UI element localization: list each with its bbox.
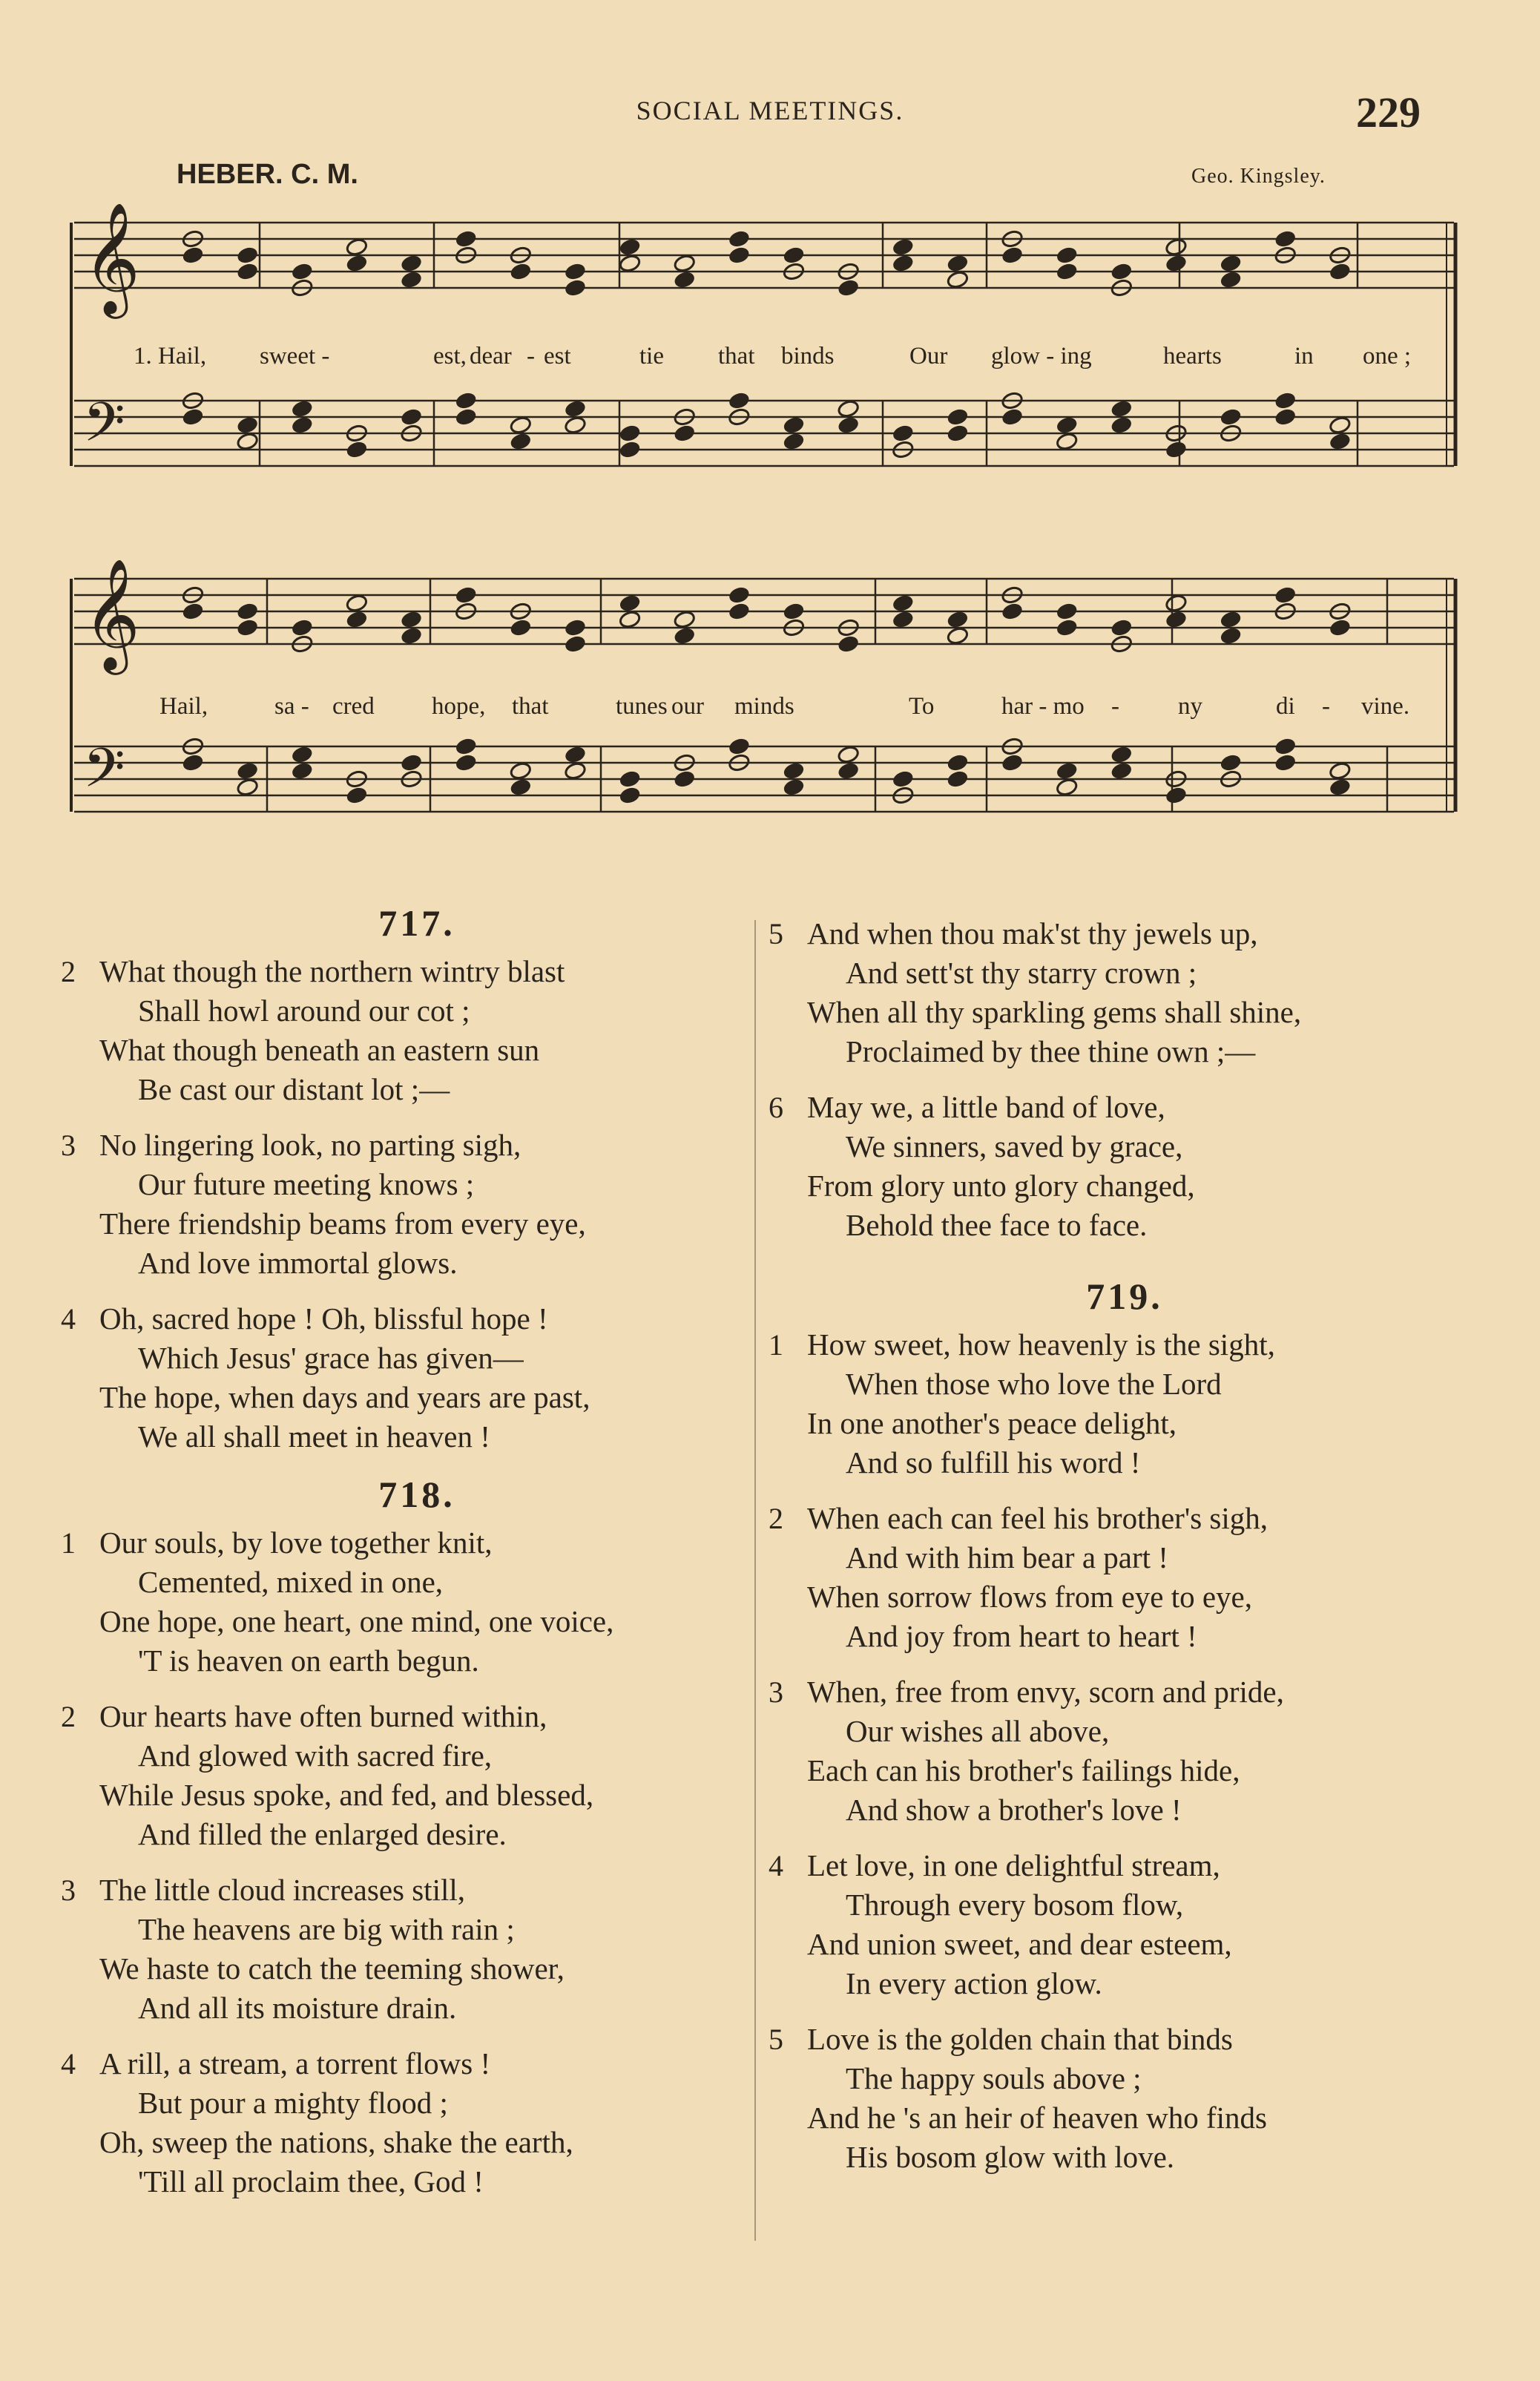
lyric-syllable: minds	[734, 693, 794, 720]
note-head	[947, 610, 970, 629]
note-head	[1220, 610, 1243, 629]
note-head	[1056, 618, 1079, 637]
note-head	[947, 424, 970, 443]
note-head	[837, 399, 860, 418]
verse-line: We all shall meet in heaven !	[138, 1419, 490, 1454]
note-head	[1274, 229, 1297, 249]
left-column	[61, 902, 773, 2218]
note-head	[400, 254, 423, 273]
note-head	[728, 229, 751, 249]
bass-clef: 𝄢	[83, 736, 125, 812]
note-head	[291, 262, 314, 281]
note-head	[783, 602, 806, 621]
note-head	[400, 753, 423, 772]
lyric-syllable: Our	[909, 343, 948, 370]
treble-clef: 𝄞	[83, 557, 140, 670]
note-head	[1056, 262, 1079, 281]
stanza	[769, 1325, 1481, 1482]
note-head	[1329, 432, 1352, 451]
note-head	[564, 278, 587, 298]
note-head	[892, 594, 915, 613]
verse-line: There friendship beams from every eye,	[99, 1206, 586, 1241]
stanza	[61, 952, 773, 1109]
stanza-number: 3	[769, 1675, 783, 1709]
note-head	[619, 769, 642, 789]
note-head	[455, 407, 478, 427]
note-head	[673, 254, 696, 273]
note-head	[182, 602, 205, 621]
verse-line: When all thy sparkling gems shall shine,	[807, 995, 1302, 1029]
stanza-number: 2	[769, 1502, 783, 1535]
stanza	[61, 1697, 773, 1854]
verse-line: We haste to catch the teeming shower,	[99, 1951, 565, 1986]
note-head	[1110, 761, 1133, 781]
note-head	[510, 416, 533, 435]
note-head	[947, 626, 970, 646]
note-head	[510, 432, 533, 451]
note-head	[1110, 416, 1133, 435]
verse-line: Oh, sweep the nations, shake the earth,	[99, 2125, 573, 2159]
verse-line: Each can his brother's failings hide,	[807, 1753, 1240, 1787]
note-head	[673, 424, 696, 443]
verse-line: And all its moisture drain.	[138, 1991, 457, 2025]
note-head	[1274, 753, 1297, 772]
note-head	[947, 254, 970, 273]
verse-line: When those who love the Lord	[846, 1367, 1222, 1401]
note-head	[619, 440, 642, 459]
note-head	[783, 432, 806, 451]
hymn-number: 719.	[1086, 1275, 1163, 1317]
verse-line: And sett'st thy starry crown ;	[846, 956, 1197, 990]
note-head	[236, 761, 259, 781]
note-head	[400, 270, 423, 289]
note-head	[673, 270, 696, 289]
note-head	[892, 254, 915, 273]
lyric-syllable: hope,	[432, 693, 486, 720]
note-head	[1329, 761, 1352, 781]
note-head	[236, 602, 259, 621]
note-head	[1056, 432, 1079, 451]
note-head	[1165, 594, 1188, 613]
lyric-syllable: 1. Hail,	[134, 343, 207, 370]
verse-line: When each can feel his brother's sigh,	[807, 1501, 1268, 1535]
hymn-719	[769, 1275, 1481, 2177]
note-head	[947, 769, 970, 789]
lyric-syllable: binds	[781, 343, 835, 370]
note-head	[455, 753, 478, 772]
lyric-syllable: di	[1276, 693, 1295, 720]
verse-line: And so fulfill his word !	[846, 1445, 1141, 1479]
note-head	[564, 745, 587, 764]
note-head	[564, 399, 587, 418]
note-head	[1220, 254, 1243, 273]
note-head	[455, 229, 478, 249]
verse-line: We sinners, saved by grace,	[846, 1129, 1183, 1163]
verse-line: Love is the golden chain that binds	[807, 2022, 1233, 2056]
stanza-number: 5	[769, 2023, 783, 2056]
stanza	[61, 1299, 773, 1456]
verse-line: How sweet, how heavenly is the sight,	[807, 1327, 1275, 1362]
verse-line: Our future meeting knows ;	[138, 1167, 475, 1201]
note-head	[619, 237, 642, 257]
note-head	[1274, 391, 1297, 410]
verse-line: Cemented, mixed in one,	[138, 1565, 444, 1599]
stanza-number: 6	[769, 1091, 783, 1124]
stanza-number: 5	[769, 917, 783, 950]
note-head	[291, 745, 314, 764]
note-head	[346, 786, 369, 805]
note-head	[236, 262, 259, 281]
verse-line: May we, a little band of love,	[807, 1090, 1165, 1124]
stanza	[769, 2020, 1481, 2177]
lyric-syllable: -	[1111, 693, 1119, 720]
stanza-number: 3	[61, 1129, 76, 1162]
verse-line: Proclaimed by thee thine own ;—	[846, 1034, 1256, 1068]
right-column	[769, 914, 1481, 2193]
verse-line: The heavens are big with rain ;	[138, 1912, 515, 1946]
note-head	[728, 246, 751, 265]
verse-line: From glory unto glory changed,	[807, 1169, 1195, 1203]
hymn-718	[61, 1473, 773, 2201]
lyric-syllable: har - mo	[1001, 693, 1085, 720]
lyric-syllable: To	[909, 693, 935, 720]
note-head	[182, 407, 205, 427]
note-head	[455, 585, 478, 605]
verse-line: And filled the enlarged desire.	[138, 1817, 507, 1851]
note-head	[236, 432, 259, 451]
note-head	[1110, 745, 1133, 764]
note-head	[1329, 262, 1352, 281]
note-head	[1274, 407, 1297, 427]
verse-line: 'T is heaven on earth begun.	[138, 1643, 479, 1678]
note-head	[1056, 778, 1079, 797]
note-head	[1220, 626, 1243, 646]
note-head	[1056, 761, 1079, 781]
stanza	[61, 1523, 773, 1681]
verse-line: But pour a mighty flood ;	[138, 2086, 448, 2120]
note-head	[400, 610, 423, 629]
note-head	[291, 399, 314, 418]
note-head	[291, 416, 314, 435]
verse-line: Shall howl around our cot ;	[138, 994, 470, 1028]
note-head	[892, 769, 915, 789]
verse-line: 'Till all proclaim thee, God !	[138, 2164, 484, 2198]
verse-line: His bosom glow with love.	[846, 2140, 1175, 2174]
note-head	[673, 769, 696, 789]
note-head	[564, 634, 587, 654]
note-head	[236, 416, 259, 435]
stanza-number: 2	[61, 1700, 76, 1733]
stanza	[769, 1846, 1481, 2003]
music-score	[0, 0, 1540, 890]
lyric-syllable: tie	[639, 343, 664, 370]
note-head	[1165, 786, 1188, 805]
note-head	[1001, 246, 1024, 265]
note-head	[1329, 618, 1352, 637]
lyric-syllable: -	[527, 343, 535, 370]
note-head	[1056, 416, 1079, 435]
note-head	[892, 610, 915, 629]
tune-title: HEBER. C. M.	[177, 159, 358, 190]
bass-clef: 𝄢	[83, 390, 125, 467]
note-head	[346, 237, 369, 257]
note-head	[564, 262, 587, 281]
lyric-syllable: est	[544, 343, 571, 370]
note-head	[837, 745, 860, 764]
verse-line: Our hearts have often burned within,	[99, 1699, 547, 1733]
note-head	[236, 246, 259, 265]
lyric-syllable: dear	[470, 343, 512, 370]
note-head	[1165, 440, 1188, 459]
note-head	[1110, 262, 1133, 281]
lyric-syllable: tunes	[616, 693, 668, 720]
note-head	[291, 618, 314, 637]
lyric-syllable: in	[1294, 343, 1314, 370]
verse-line: What though beneath an eastern sun	[99, 1033, 540, 1067]
verse-line: The happy souls above ;	[846, 2061, 1142, 2095]
note-head	[1001, 407, 1024, 427]
lyric-syllable: est,	[433, 343, 467, 370]
stanza	[61, 2044, 773, 2201]
note-head	[291, 761, 314, 781]
verse-line: And glowed with sacred fire,	[138, 1738, 493, 1773]
verse-line: Which Jesus' grace has given—	[138, 1341, 524, 1375]
note-head	[1329, 416, 1352, 435]
note-head	[455, 391, 478, 410]
stanza	[61, 1871, 773, 2028]
note-head	[728, 391, 751, 410]
stanza-number: 2	[61, 955, 76, 988]
note-head	[728, 737, 751, 756]
verse-line: And show a brother's love !	[846, 1793, 1182, 1827]
note-head	[510, 761, 533, 781]
note-head	[182, 753, 205, 772]
stanza-number: 4	[769, 1849, 783, 1882]
note-head	[783, 761, 806, 781]
stanza-number: 3	[61, 1873, 76, 1907]
note-head	[783, 416, 806, 435]
note-head	[346, 440, 369, 459]
hymn-number: 718.	[378, 1474, 455, 1515]
hymn-717	[61, 902, 773, 1456]
verse-line: In one another's peace delight,	[807, 1406, 1177, 1440]
page-number: 229	[1356, 88, 1421, 137]
note-head	[1001, 753, 1024, 772]
note-head	[1220, 270, 1243, 289]
stanza-number: 4	[61, 1302, 76, 1336]
verse-line: While Jesus spoke, and fed, and blessed,	[99, 1778, 594, 1812]
note-head	[1110, 618, 1133, 637]
note-head	[236, 618, 259, 637]
hymn-number: 717.	[378, 902, 455, 944]
note-head	[947, 407, 970, 427]
note-head	[892, 424, 915, 443]
verse-line: In every action glow.	[846, 1966, 1102, 2000]
lyric-syllable: glow - ing	[991, 343, 1092, 370]
verse-line: And union sweet, and dear esteem,	[807, 1927, 1232, 1961]
note-head	[783, 246, 806, 265]
lyric-syllable: -	[1322, 693, 1330, 720]
verse-line: And love immortal glows.	[138, 1246, 458, 1280]
note-head	[619, 610, 642, 629]
verse-line: The little cloud increases still,	[99, 1873, 466, 1907]
note-head	[837, 416, 860, 435]
note-head	[510, 262, 533, 281]
lyric-syllable: that	[512, 693, 549, 720]
note-head	[510, 778, 533, 797]
verse-line: And with him bear a part !	[846, 1540, 1168, 1574]
note-head	[673, 626, 696, 646]
lyric-syllable: that	[718, 343, 755, 370]
verse-line: The hope, when days and years are past,	[99, 1380, 590, 1414]
lyric-syllable: Hail,	[159, 693, 208, 720]
note-head	[1220, 407, 1243, 427]
note-head	[1056, 246, 1079, 265]
note-head	[1056, 602, 1079, 621]
note-head	[400, 626, 423, 646]
lyric-syllable: hearts	[1163, 343, 1222, 370]
note-head	[564, 416, 587, 435]
lyric-syllable: ny	[1178, 693, 1202, 720]
note-head	[619, 786, 642, 805]
note-head	[673, 610, 696, 629]
note-head	[1165, 237, 1188, 257]
verse-line: A rill, a stream, a torrent flows !	[99, 2046, 491, 2080]
verse-line: And when thou mak'st thy jewels up,	[807, 916, 1258, 950]
note-head	[1165, 610, 1188, 629]
verse-line: Behold thee face to face.	[846, 1208, 1148, 1242]
verse-line: Our wishes all above,	[846, 1714, 1110, 1748]
note-head	[346, 594, 369, 613]
note-head	[346, 610, 369, 629]
stanza	[769, 914, 1481, 1071]
note-head	[182, 246, 205, 265]
verse-line: Let love, in one delightful stream,	[807, 1848, 1220, 1882]
verse-line: No lingering look, no parting sigh,	[99, 1128, 521, 1162]
note-head	[1274, 737, 1297, 756]
verse-line: One hope, one heart, one mind, one voice,	[99, 1604, 614, 1638]
hymn-718-continued	[769, 914, 1481, 1245]
lyric-syllable: sweet -	[260, 343, 330, 370]
lyric-syllable: our	[671, 693, 704, 720]
note-head	[728, 585, 751, 605]
note-head	[837, 634, 860, 654]
verse-line: And he 's an heir of heaven who finds	[807, 2101, 1267, 2135]
stanza-number: 1	[769, 1328, 783, 1362]
treble-clef: 𝄞	[83, 201, 140, 314]
note-head	[1274, 585, 1297, 605]
verse-line: Our souls, by love together knit,	[99, 1526, 493, 1560]
verse-line: What though the northern wintry blast	[99, 954, 565, 988]
note-head	[783, 778, 806, 797]
verse-line: When sorrow flows from eye to eye,	[807, 1580, 1253, 1614]
note-head	[837, 278, 860, 298]
verse-line: When, free from envy, scorn and pride,	[807, 1675, 1284, 1709]
lyric-syllable: one ;	[1363, 343, 1412, 370]
note-head	[728, 602, 751, 621]
lyric-syllable: sa -	[274, 693, 309, 720]
stanza	[61, 1126, 773, 1283]
stanza	[769, 1088, 1481, 1245]
running-title: SOCIAL MEETINGS.	[636, 96, 904, 125]
note-head	[455, 737, 478, 756]
note-head	[1001, 602, 1024, 621]
note-head	[564, 761, 587, 781]
note-head	[1329, 778, 1352, 797]
note-head	[1110, 399, 1133, 418]
verse-line: Through every bosom flow,	[846, 1888, 1184, 1922]
note-head	[837, 761, 860, 781]
note-head	[400, 407, 423, 427]
note-head	[1165, 254, 1188, 273]
note-head	[892, 237, 915, 257]
lyric-syllable: vine.	[1361, 693, 1410, 720]
stanza-number: 1	[61, 1526, 76, 1560]
note-head	[619, 254, 642, 273]
lyric-syllable: cred	[332, 693, 375, 720]
note-head	[564, 618, 587, 637]
note-head	[619, 594, 642, 613]
stanza-number: 4	[61, 2047, 76, 2080]
note-head	[510, 618, 533, 637]
note-head	[236, 778, 259, 797]
note-head	[1220, 753, 1243, 772]
stanza	[769, 1499, 1481, 1656]
verse-line: Be cast our distant lot ;—	[138, 1072, 450, 1106]
note-head	[346, 254, 369, 273]
note-head	[619, 424, 642, 443]
verse-line: And joy from heart to heart !	[846, 1619, 1197, 1653]
note-head	[947, 753, 970, 772]
note-head	[947, 270, 970, 289]
stanza	[769, 1672, 1481, 1830]
composer-name: Geo. Kingsley.	[1191, 165, 1326, 188]
verse-line: Oh, sacred hope ! Oh, blissful hope !	[99, 1301, 548, 1336]
